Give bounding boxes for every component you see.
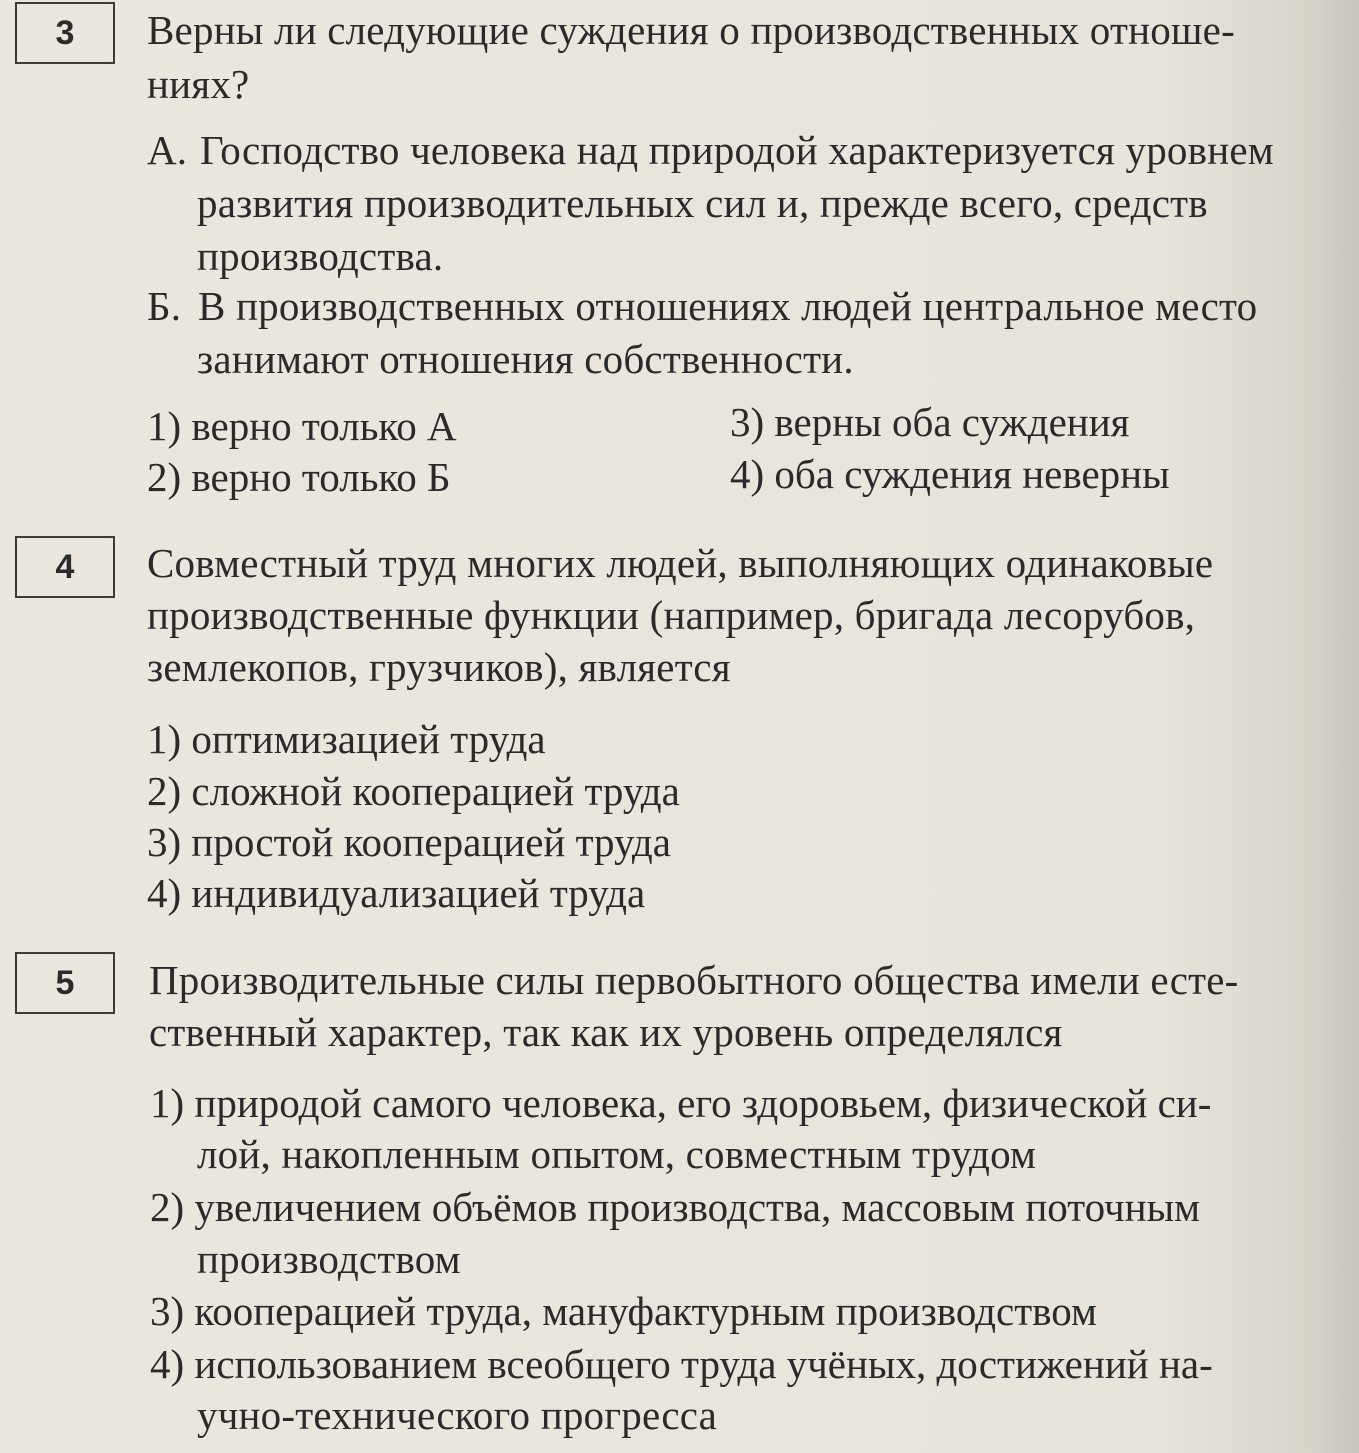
option-text: индивидуализацией труда — [191, 870, 646, 916]
statement-line: производства. — [197, 233, 444, 279]
statement-line: В производственных отношениях людей центральное место — [198, 283, 1258, 329]
question-number-box — [15, 952, 115, 1014]
answer-option[interactable] — [147, 867, 645, 919]
statement-line: Господство человека над природой характеризуется уровнем — [200, 127, 1274, 173]
question-number: 5 — [55, 963, 75, 1002]
question-stem-line: ственный характер, так как их уровень определялся — [149, 1009, 1063, 1055]
option-text-continuation: учно-технического прогресса — [197, 1392, 718, 1438]
answer-option[interactable] — [147, 451, 451, 503]
option-number: 3) — [147, 819, 182, 865]
statement-line: занимают отношения собственности. — [197, 336, 854, 382]
question-stem-line: Производительные силы первобытного общества имели есте- — [149, 957, 1239, 1003]
answer-option[interactable] — [150, 1077, 1211, 1129]
question-number-box — [15, 536, 115, 598]
question-stem-line: производственные функции (например, бригада лесорубов, — [147, 592, 1196, 638]
question-stem-line: ниях? — [147, 61, 250, 107]
statement-letter: Б. — [147, 283, 182, 329]
question-number-box — [15, 2, 115, 64]
option-text: верно только Б — [191, 454, 451, 500]
option-number: 1) — [147, 716, 182, 762]
question-stem-line: землекопов, грузчиков), является — [147, 644, 731, 690]
option-number: 1) — [150, 1080, 185, 1126]
answer-option[interactable] — [147, 400, 457, 452]
option-number: 4) — [730, 451, 765, 497]
option-number: 2) — [147, 768, 182, 814]
option-number: 2) — [147, 454, 182, 500]
answer-option[interactable] — [147, 816, 671, 868]
answer-option[interactable] — [147, 713, 546, 765]
option-text-continuation: производством — [197, 1236, 461, 1282]
question-number: 3 — [55, 13, 75, 52]
answer-option[interactable] — [730, 396, 1130, 448]
statement-letter: А. — [147, 127, 188, 173]
option-text: оба суждения неверны — [774, 451, 1170, 497]
answer-option[interactable] — [150, 1181, 1200, 1233]
option-text: кооперацией труда, мануфактурным производством — [194, 1288, 1097, 1334]
answer-option[interactable] — [150, 1338, 1213, 1390]
option-text: увеличением объёмов производства, массовым поточным — [194, 1184, 1201, 1230]
question-stem-line: Верны ли следующие суждения о производственных отноше- — [147, 7, 1235, 53]
option-text: верны оба суждения — [774, 399, 1130, 445]
option-text: верно только А — [191, 403, 457, 449]
option-text: использованием всеобщего труда учёных, достижений на- — [194, 1341, 1213, 1387]
question-number: 4 — [55, 547, 75, 586]
answer-option[interactable] — [730, 448, 1170, 500]
option-text: простой кооперацией труда — [191, 819, 671, 865]
option-number: 3) — [730, 399, 765, 445]
option-number: 2) — [150, 1184, 185, 1230]
option-text: природой самого человека, его здоровьем, физической си- — [194, 1080, 1212, 1126]
answer-option[interactable] — [147, 765, 680, 817]
option-text: сложной кооперацией труда — [191, 768, 680, 814]
option-number: 4) — [150, 1341, 185, 1387]
option-number: 4) — [147, 870, 182, 916]
question-stem-line: Совместный труд многих людей, выполняющих одинаковые — [147, 540, 1214, 586]
option-text: оптимизацией труда — [191, 716, 546, 762]
statement-line: развития производительных сил и, прежде всего, средств — [197, 180, 1208, 226]
option-number: 1) — [147, 403, 182, 449]
option-text-continuation: лой, накопленным опытом, совместным трудом — [197, 1131, 1037, 1177]
option-number: 3) — [150, 1288, 185, 1334]
answer-option[interactable] — [150, 1285, 1097, 1337]
